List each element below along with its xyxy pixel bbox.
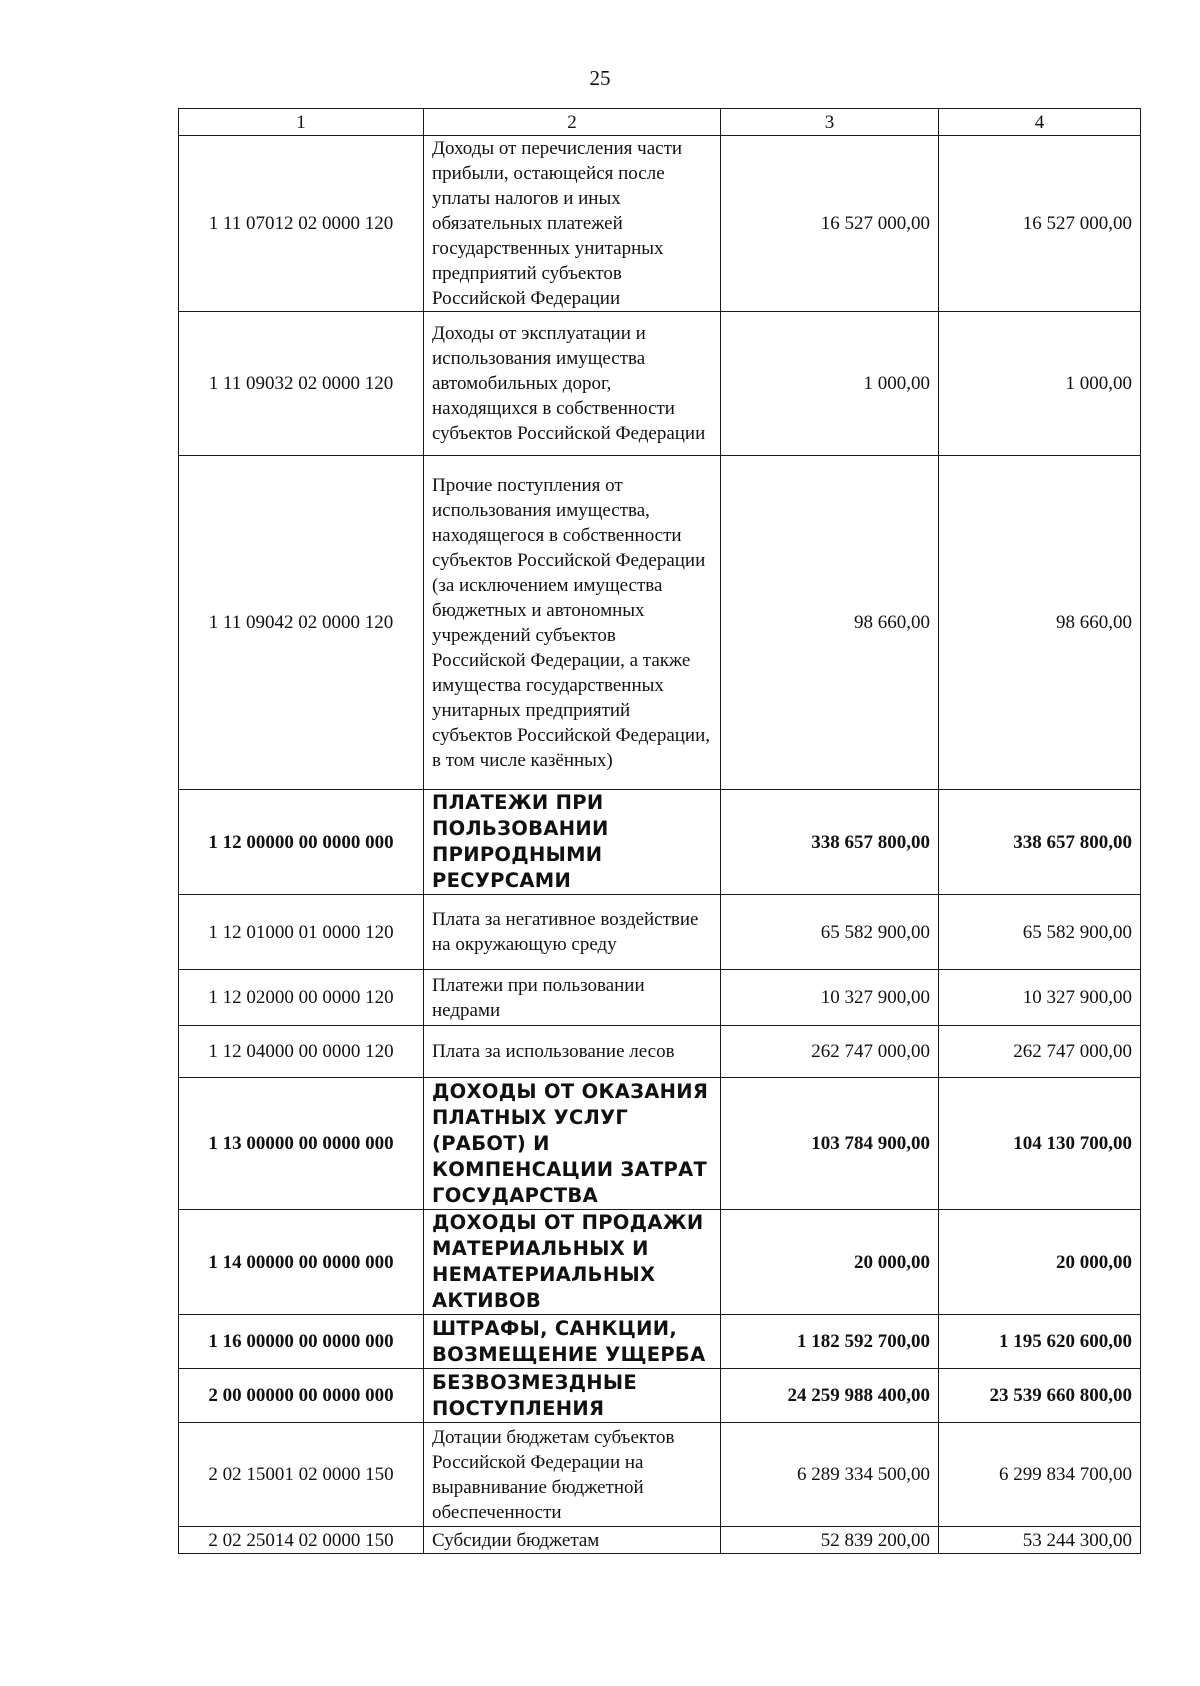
row-name: ДОХОДЫ ОТ ПРОДАЖИ МАТЕРИАЛЬНЫХ И НЕМАТЕРИАЛЬНЫХ АКТИВОВ bbox=[424, 1210, 721, 1315]
row-value-col3: 103 784 900,00 bbox=[721, 1078, 939, 1210]
row-value-col3: 98 660,00 bbox=[721, 456, 939, 790]
row-value-col3: 10 327 900,00 bbox=[721, 970, 939, 1026]
row-value-col4: 338 657 800,00 bbox=[939, 790, 1141, 895]
row-value-col3: 262 747 000,00 bbox=[721, 1026, 939, 1078]
header-cell-4: 4 bbox=[939, 109, 1141, 136]
table-row bbox=[179, 456, 1141, 790]
budget-table bbox=[178, 108, 1141, 1554]
row-name: Дотации бюджетам субъектов Российской Федерации на выравнивание бюджетной обеспеченности bbox=[424, 1423, 721, 1527]
table-row bbox=[179, 1315, 1141, 1369]
row-value-col4: 1 000,00 bbox=[939, 312, 1141, 456]
row-code: 2 00 00000 00 0000 000 bbox=[179, 1369, 424, 1423]
row-name: БЕЗВОЗМЕЗДНЫЕ ПОСТУПЛЕНИЯ bbox=[424, 1369, 721, 1423]
row-value-col3: 1 182 592 700,00 bbox=[721, 1315, 939, 1369]
row-code: 1 11 07012 02 0000 120 bbox=[179, 136, 424, 312]
row-value-col3: 20 000,00 bbox=[721, 1210, 939, 1315]
row-code: 1 12 04000 00 0000 120 bbox=[179, 1026, 424, 1078]
row-name: Субсидии бюджетам bbox=[424, 1527, 721, 1554]
table-row bbox=[179, 1026, 1141, 1078]
table-header-row bbox=[179, 109, 1141, 136]
row-value-col3: 52 839 200,00 bbox=[721, 1527, 939, 1554]
row-code: 1 13 00000 00 0000 000 bbox=[179, 1078, 424, 1210]
row-name: Доходы от перечисления части прибыли, остающейся после уплаты налогов и иных обязательных платежей государственных унитарных предприятий субъектов Российской Федерации bbox=[424, 136, 721, 312]
row-code: 1 12 02000 00 0000 120 bbox=[179, 970, 424, 1026]
header-cell-1: 1 bbox=[179, 109, 424, 136]
row-code: 2 02 25014 02 0000 150 bbox=[179, 1527, 424, 1554]
row-value-col4: 53 244 300,00 bbox=[939, 1527, 1141, 1554]
table-row bbox=[179, 1210, 1141, 1315]
row-name: Платежи при пользовании недрами bbox=[424, 970, 721, 1026]
table-row bbox=[179, 1527, 1141, 1554]
header-cell-2: 2 bbox=[424, 109, 721, 136]
row-value-col4: 65 582 900,00 bbox=[939, 895, 1141, 970]
row-name: ШТРАФЫ, САНКЦИИ, ВОЗМЕЩЕНИЕ УЩЕРБА bbox=[424, 1315, 721, 1369]
row-name: Доходы от эксплуатации и использования имущества автомобильных дорог, находящихся в собственности субъектов Российской Федерации bbox=[424, 312, 721, 456]
row-value-col3: 65 582 900,00 bbox=[721, 895, 939, 970]
table-row bbox=[179, 970, 1141, 1026]
table-row bbox=[179, 1369, 1141, 1423]
row-value-col4: 104 130 700,00 bbox=[939, 1078, 1141, 1210]
row-code: 2 02 15001 02 0000 150 bbox=[179, 1423, 424, 1527]
row-code: 1 12 01000 01 0000 120 bbox=[179, 895, 424, 970]
row-name: ДОХОДЫ ОТ ОКАЗАНИЯ ПЛАТНЫХ УСЛУГ (РАБОТ) И КОМПЕНСАЦИИ ЗАТРАТ ГОСУДАРСТВА bbox=[424, 1078, 721, 1210]
row-name: Плата за использование лесов bbox=[424, 1026, 721, 1078]
row-name: Прочие поступления от использования имущества, находящегося в собственности субъектов Российской Федерации (за исключением имущества бюджетных и автономных учреждений субъектов Российской Федерации, а также имущества государственных унитарных предприятий субъектов Российской Федерации, в том числе казённых) bbox=[424, 456, 721, 790]
row-value-col4: 6 299 834 700,00 bbox=[939, 1423, 1141, 1527]
row-value-col3: 6 289 334 500,00 bbox=[721, 1423, 939, 1527]
row-value-col4: 23 539 660 800,00 bbox=[939, 1369, 1141, 1423]
row-code: 1 16 00000 00 0000 000 bbox=[179, 1315, 424, 1369]
row-value-col4: 262 747 000,00 bbox=[939, 1026, 1141, 1078]
row-code: 1 11 09032 02 0000 120 bbox=[179, 312, 424, 456]
row-code: 1 14 00000 00 0000 000 bbox=[179, 1210, 424, 1315]
row-value-col3: 338 657 800,00 bbox=[721, 790, 939, 895]
row-value-col3: 24 259 988 400,00 bbox=[721, 1369, 939, 1423]
table-row bbox=[179, 1078, 1141, 1210]
table-row bbox=[179, 136, 1141, 312]
table-row bbox=[179, 1423, 1141, 1527]
page-number: 25 bbox=[589, 66, 611, 90]
row-name: ПЛАТЕЖИ ПРИ ПОЛЬЗОВАНИИ ПРИРОДНЫМИ РЕСУРСАМИ bbox=[424, 790, 721, 895]
row-value-col3: 1 000,00 bbox=[721, 312, 939, 456]
row-name: Плата за негативное воздействие на окружающую среду bbox=[424, 895, 721, 970]
row-code: 1 12 00000 00 0000 000 bbox=[179, 790, 424, 895]
table-row bbox=[179, 312, 1141, 456]
row-value-col4: 98 660,00 bbox=[939, 456, 1141, 790]
row-value-col4: 1 195 620 600,00 bbox=[939, 1315, 1141, 1369]
row-code: 1 11 09042 02 0000 120 bbox=[179, 456, 424, 790]
row-value-col4: 16 527 000,00 bbox=[939, 136, 1141, 312]
row-value-col4: 20 000,00 bbox=[939, 1210, 1141, 1315]
table-row bbox=[179, 895, 1141, 970]
row-value-col3: 16 527 000,00 bbox=[721, 136, 939, 312]
header-cell-3: 3 bbox=[721, 109, 939, 136]
row-value-col4: 10 327 900,00 bbox=[939, 970, 1141, 1026]
table-row bbox=[179, 790, 1141, 895]
